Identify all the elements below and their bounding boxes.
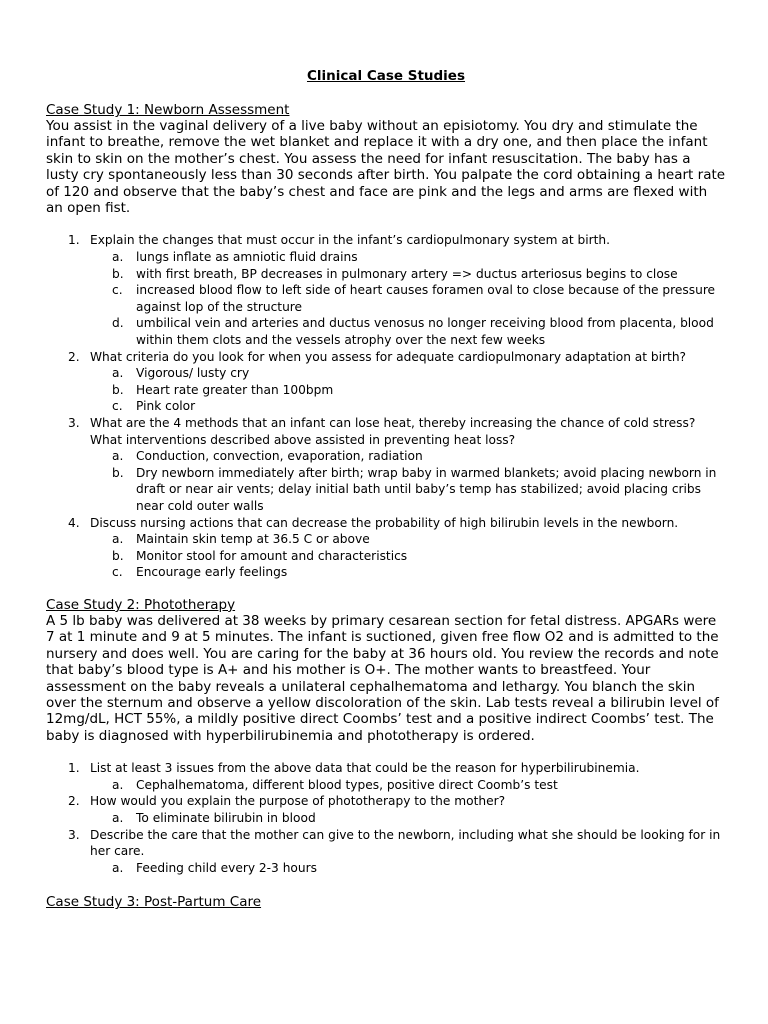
question-item	[46, 760, 726, 793]
answer-letter: b.	[112, 266, 124, 281]
answer-letter: c.	[112, 283, 123, 298]
answer-item	[90, 315, 726, 348]
question-number: 3.	[68, 415, 80, 430]
answer-text: umbilical vein and arteries and ductus venosus no longer receiving blood from placenta, blood within them clots and the vessels atrophy over the next few weeks	[136, 316, 714, 347]
answer-letter: a.	[112, 449, 124, 464]
answer-text: Encourage early feelings	[136, 565, 288, 580]
question-item	[46, 349, 726, 415]
answer-list	[90, 810, 726, 827]
question-number: 2.	[68, 349, 80, 364]
case-study-1-heading: Case Study 1: Newborn Assessment	[46, 102, 290, 118]
answer-list	[90, 531, 726, 581]
answer-letter: a.	[112, 860, 124, 875]
answer-item	[90, 249, 726, 266]
question-text: List at least 3 issues from the above data that could be the reason for hyperbilirubinemia.	[90, 761, 640, 776]
answer-item	[90, 465, 726, 515]
case-study-3	[46, 894, 726, 910]
question-number: 1.	[68, 761, 80, 776]
question-item	[46, 415, 726, 515]
case-study-3-heading: Case Study 3: Post-Partum Care	[46, 894, 262, 911]
answer-item	[90, 398, 726, 415]
answer-letter: a.	[112, 777, 124, 792]
answer-text: Monitor stool for amount and characteristics	[136, 548, 408, 563]
answer-letter: b.	[112, 548, 124, 563]
question-item	[46, 827, 726, 877]
question-text: What are the 4 methods that an infant can lose heat, thereby increasing the chance of cold stress? What interventions described above assisted in preventing heat loss?	[90, 415, 696, 447]
answer-list	[90, 365, 726, 415]
answer-letter: c.	[112, 399, 123, 414]
document-title: Clinical Case Studies	[306, 68, 466, 84]
answer-item	[90, 266, 726, 283]
answer-item	[90, 282, 726, 315]
question-text: What criteria do you look for when you assess for adequate cardiopulmonary adaptation at birth?	[90, 349, 687, 364]
answer-list	[90, 249, 726, 349]
question-text: Discuss nursing actions that can decrease the probability of high bilirubin levels in the newborn.	[90, 515, 679, 530]
answer-text: Maintain skin temp at 36.5 C or above	[136, 532, 370, 547]
answer-text: Dry newborn immediately after birth; wrap baby in warmed blankets; avoid placing newborn in draft or near air vents; delay initial bath until baby’s temp has stabilized; avoid placing cribs near cold outer walls	[136, 465, 717, 513]
question-text: Describe the care that the mother can give to the newborn, including what she should be looking for in her care.	[90, 827, 721, 859]
question-item	[46, 232, 726, 348]
answer-letter: a.	[112, 532, 124, 547]
answer-item	[90, 365, 726, 382]
answer-item	[90, 548, 726, 565]
question-text: Explain the changes that must occur in the infant’s cardiopulmonary system at birth.	[90, 233, 611, 248]
answer-item	[90, 531, 726, 548]
answer-list	[90, 448, 726, 514]
document-page	[46, 68, 726, 910]
answer-letter: b.	[112, 465, 124, 480]
question-number: 1.	[68, 233, 80, 248]
case-study-1-questions	[46, 232, 726, 580]
answer-text: To eliminate bilirubin in blood	[136, 810, 316, 825]
question-number: 3.	[68, 827, 80, 842]
answer-text: Vigorous/ lusty cry	[136, 366, 250, 381]
case-study-1	[46, 102, 726, 581]
answer-letter: d.	[112, 316, 124, 331]
answer-text: with first breath, BP decreases in pulmonary artery => ductus arteriosus begins to close	[136, 266, 678, 281]
answer-letter: a.	[112, 366, 124, 381]
answer-letter: a.	[112, 250, 124, 265]
case-study-2-paragraph: A 5 lb baby was delivered at 38 weeks by primary cesarean section for fetal distress. APGARs were 7 at 1 minute and 9 at 5 minutes. The infant is suctioned, given free flow O2 and is admitted to the nursery and does well. You are caring for the baby at 36 hours old. You review the records and note that baby’s blood type is A+ and his mother is O+. The mother wants to breastfeed. Your assessment on the baby reveals a unilateral cephalhematoma and lethargy. You blanch the skin over the sternum and observe a yellow discoloration of the skin. Lab tests reveal a bilirubin level of 12mg/dL, HCT 55%, a mildly positive direct Coombs’ test and a positive indirect Coombs’ test. The baby is diagnosed with hyperbilirubinemia and phototherapy is ordered.	[46, 612, 719, 744]
case-study-1-paragraph: You assist in the vaginal delivery of a live baby without an episiotomy. You dry and stimulate the infant to breathe, remove the wet blanket and replace it with a dry one, and then place the infant skin to skin on the mother’s chest. You assess the need for infant resuscitation. The baby has a lusty cry spontaneously less than 30 seconds after birth. You palpate the cord obtaining a heart rate of 120 and observe that the baby’s chest and face are pink and the legs and arms are flexed with an open fist.	[46, 118, 726, 217]
answer-text: Cephalhematoma, different blood types, positive direct Coomb’s test	[136, 777, 558, 792]
answer-text: Heart rate greater than 100bpm	[136, 382, 334, 397]
answer-item	[90, 810, 726, 827]
answer-item	[90, 448, 726, 465]
case-study-2-heading: Case Study 2: Phototherapy	[46, 596, 236, 613]
answer-item	[90, 564, 726, 581]
answer-text: Feeding child every 2-3 hours	[136, 860, 317, 875]
answer-item	[90, 777, 726, 794]
answer-item	[90, 382, 726, 399]
question-text: How would you explain the purpose of phototherapy to the mother?	[90, 794, 506, 809]
answer-letter: b.	[112, 382, 124, 397]
answer-list	[90, 860, 726, 877]
answer-text: increased blood flow to left side of heart causes foramen oval to close because of the pressure against lop of the structure	[136, 283, 716, 314]
answer-letter: c.	[112, 565, 123, 580]
question-number: 2.	[68, 794, 80, 809]
answer-text: lungs inflate as amniotic fluid drains	[136, 250, 358, 265]
answer-item	[90, 860, 726, 877]
answer-letter: a.	[112, 810, 124, 825]
answer-list	[90, 777, 726, 794]
answer-text: Pink color	[136, 399, 196, 414]
question-number: 4.	[68, 515, 80, 530]
answer-text: Conduction, convection, evaporation, radiation	[136, 449, 423, 464]
question-item	[46, 793, 726, 826]
case-study-2-questions	[46, 760, 726, 876]
case-study-2	[46, 597, 726, 876]
question-item	[46, 515, 726, 581]
